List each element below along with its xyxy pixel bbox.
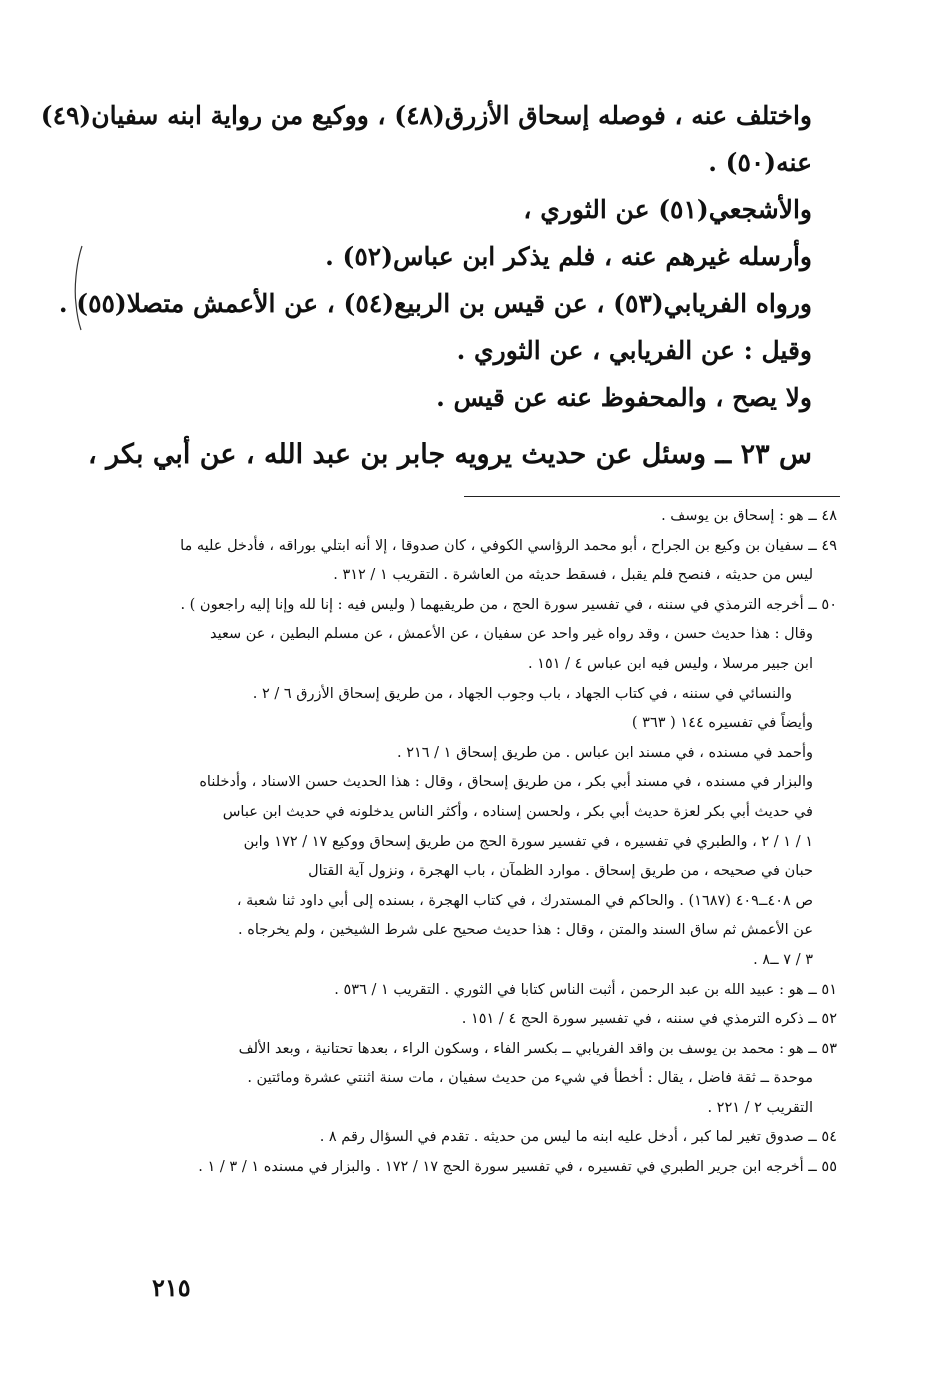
- footnote-line: وأيضاً في تفسيره ١٤٤ ( ٣٦٣ ): [631, 715, 813, 732]
- main-line: ورواه الفريابي(٥٣) ، عن قيس بن الربيع(٥٤) ، عن الأعمش متصلا(٥٥) .: [58, 289, 812, 318]
- footnote-line: ٣ / ٧ ــ٨ .: [753, 951, 813, 968]
- footnote-line: ٥٠ ــ أخرجه الترمذي في سننه ، في تفسير سورة الحج ، من طريقيهما ( وليس فيه : إنا لله وإنا إليه راجعون ) .: [180, 596, 837, 613]
- main-line: وقيل : عن الفريابي ، عن الثوري .: [456, 336, 812, 365]
- footnote-line: وأحمد في مسنده ، في مسند ابن عباس . من طريق إسحاق ١ / ٢١٦ .: [396, 744, 813, 761]
- footnote-line: ٥٢ ــ ذكره الترمذي في سننه ، في تفسير سورة الحج ٤ / ١٥١ .: [461, 1011, 837, 1028]
- main-line: واختلف عنه ، فوصله إسحاق الأزرق(٤٨) ، ووكيع من رواية ابنه سفيان(٤٩): [40, 101, 812, 130]
- footnote-line: ص ٤٠٨ــ٤٠٩ (١٦٨٧) . والحاكم في المستدرك ، في كتاب الهجرة ، بسنده إلى أبي داود ثنا شعبة ،: [236, 892, 813, 909]
- footnote-line: ٤٩ ــ سفيان بن وكيع بن الجراح ، أبو محمد الرؤاسي الكوفي ، كان صدوقا ، إلا أنه ابتلي بوراقه ، فأدخل عليه ما: [180, 537, 837, 554]
- footnote-divider: [464, 496, 840, 497]
- footnote-line: ٥٣ ــ هو : محمد بن يوسف بن واقد الفريابي ــ بكسر الفاء ، وسكون الراء ، بعدها تحتانية ، وبعد الألف: [238, 1040, 837, 1057]
- footnote-line: ١ / ١ / ٢ ، والطبري في تفسيره ، في تفسير سورة الحج من طريق إسحاق ووكيع ١٧ / ١٧٢ وابن: [243, 833, 813, 850]
- footnote-line: حبان في صحيحه ، من طريق إسحاق . موارد الظمآن ، باب الهجرة ، ونزول آية القتال: [308, 863, 813, 880]
- footnote-line: ليس من حديثه ، فنصح فلم يقبل ، فسقط حديثه من العاشرة . التقريب ١ / ٣١٢ .: [333, 567, 813, 584]
- footnote-line: والبزار في مسنده ، في مسند أبي بكر ، من طريق إسحاق ، وقال : هذا الحديث حسن الاسناد ، وأدخلناه: [199, 774, 813, 791]
- footnote-line: ٤٨ ــ هو : إسحاق بن يوسف .: [661, 508, 837, 524]
- footnote-line: ٥١ ــ هو : عبيد الله بن عبد الرحمن ، أثبت الناس كتابا في الثوري . التقريب ١ / ٥٣٦ .: [334, 981, 837, 998]
- question-heading: س ٢٣ ــ وسئل عن حديث يرويه جابر بن عبد الله ، عن أبي بكر ،: [88, 439, 812, 470]
- footnote-line: التقريب ٢ / ٢٢١ .: [707, 1099, 813, 1116]
- footnote-line: ابن جبير مرسلا ، وليس فيه ابن عباس ٤ / ١٥١ .: [527, 655, 813, 672]
- margin-pencil-mark: [70, 244, 88, 332]
- footnote-line: في حديث أبي بكر لعزة حديث أبي بكر ، ولحسن إسناده ، وأكثر الناس يدخلونه في حديث ابن عباس: [222, 803, 813, 820]
- footnote-line: عن الأعمش ثم ساق السند والمتن ، وقال : هذا حديث صحيح على شرط الشيخين ، ولم يخرجاه .: [238, 922, 813, 939]
- footnote-line: موحدة ــ ثقة فاضل ، يقال : أخطأ في شيء من حديث سفيان ، مات سنة اثنتي عشرة ومائتين .: [247, 1070, 813, 1087]
- main-line: عنه(٥٠) .: [708, 148, 812, 177]
- main-line: ولا يصح ، والمحفوظ عنه عن قيس .: [436, 383, 812, 412]
- main-line: وأرسله غيرهم عنه ، فلم يذكر ابن عباس(٥٢) .: [325, 242, 812, 271]
- footnotes: [122, 502, 837, 1183]
- footnote-line: ٥٥ ــ أخرجه ابن جرير الطبري في تفسيره ، في تفسير سورة الحج ١٧ / ١٧٢ . والبزار في مسنده ١ / ٣ / ١ .: [198, 1159, 837, 1176]
- footnote-line: ٥٤ ــ صدوق تغير لما كبر ، أدخل عليه ابنه ما ليس من حديثه . تقدم في السؤال رقم ٨ .: [319, 1129, 837, 1146]
- page-number: ٢١٥: [152, 1273, 191, 1302]
- main-line: والأشجعي(٥١) عن الثوري ،: [523, 195, 812, 224]
- footnote-line: والنسائي في سننه ، في كتاب الجهاد ، باب وجوب الجهاد ، من طريق إسحاق الأزرق ٦ / ٢ .: [252, 685, 792, 702]
- main-text: [40, 92, 812, 478]
- footnote-line: وقال : هذا حديث حسن ، وقد رواه غير واحد عن سفيان ، عن الأعمش ، عن مسلم البطين ، عن سعيد: [209, 626, 813, 643]
